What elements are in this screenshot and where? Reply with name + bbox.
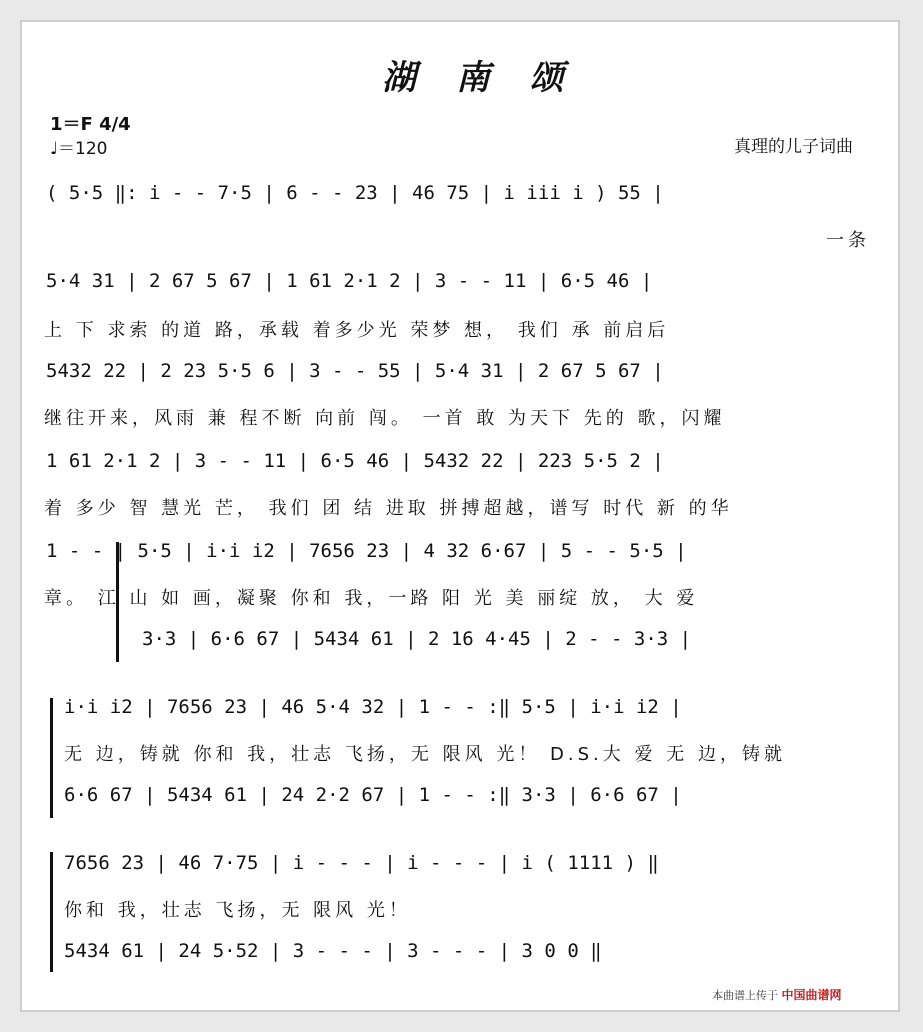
notation-line-3: 5432 22 | 2 23 5·5 6 | 3 - - 55 | 5·4 31 | 2 67 5 67 | [46,360,664,382]
verse-bracket [50,698,59,818]
tempo-marking: ♩＝120 [50,139,108,159]
notation-line-5: 1 - - | 5·5 | i·i i2 | 7656 23 | 4 32 6·67 | 5 - - 5·5 | [46,540,687,562]
key-signature: 1＝F 4/4 [50,114,131,135]
lyrics-line-4: 着 多少 智 慧光 芒， 我们 团 结 进取 拼搏超越，谱写 时代 新 的华 [44,498,733,519]
notation-line-6: 3·3 | 6·6 67 | 5434 61 | 2 16 4·45 | 2 - - 3·3 | [142,628,692,650]
footer-credit [712,986,842,1003]
footer-text: 本曲谱上传于 [712,989,778,1002]
score-sheet [20,20,900,1012]
lyrics-line-7: 无 边，铸就 你和 我，壮志 飞扬，无 限风 光！ D.S.大 爱 无 边，铸就 [64,744,786,765]
page-title: 湖 南 颂 [382,58,578,98]
notation-line-10: 5434 61 | 24 5·52 | 3 - - - | 3 - - - | 3 0 0 ‖ [64,940,602,962]
notation-line-8: 6·6 67 | 5434 61 | 24 2·2 67 | 1 - - :‖ 3·3 | 6·6 67 | [64,784,682,806]
notation-line-4: 1 61 2·1 2 | 3 - - 11 | 6·5 46 | 5432 22 | 223 5·5 2 | [46,450,664,472]
lyrics-line-1: 一条 [826,230,870,251]
lyrics-line-2: 上 下 求索 的道 路，承载 着多少光 荣梦 想， 我们 承 前启后 [44,320,670,341]
notation-line-2: 5·4 31 | 2 67 5 67 | 1 61 2·1 2 | 3 - - 11 | 6·5 46 | [46,270,653,292]
lyrics-line-9: 你和 我，壮志 飞扬，无 限风 光！ [64,900,411,921]
notation-line-9: 7656 23 | 46 7·75 | i - - - | i - - - | i ( 1111 ) ‖ [64,852,659,874]
site-brand[interactable]: 中国曲谱网 [781,988,842,1002]
verse-bracket [50,852,59,972]
lyrics-line-5: 章。 江 山 如 画，凝聚 你和 我，一路 阳 光 美 丽绽 放， 大 爱 [44,588,699,609]
lyrics-line-3: 继往开来，风雨 兼 程不断 向前 闯。 一首 敢 为天下 先的 歌，闪耀 [44,408,726,429]
notation-line-7: i·i i2 | 7656 23 | 46 5·4 32 | 1 - - :‖ 5·5 | i·i i2 | [64,696,682,718]
notation-line-1: ( 5·5 ‖: i - - 7·5 | 6 - - 23 | 46 75 | i iii i ) 55 | [46,182,664,204]
composer-credit: 真理的儿子词曲 [734,137,853,157]
